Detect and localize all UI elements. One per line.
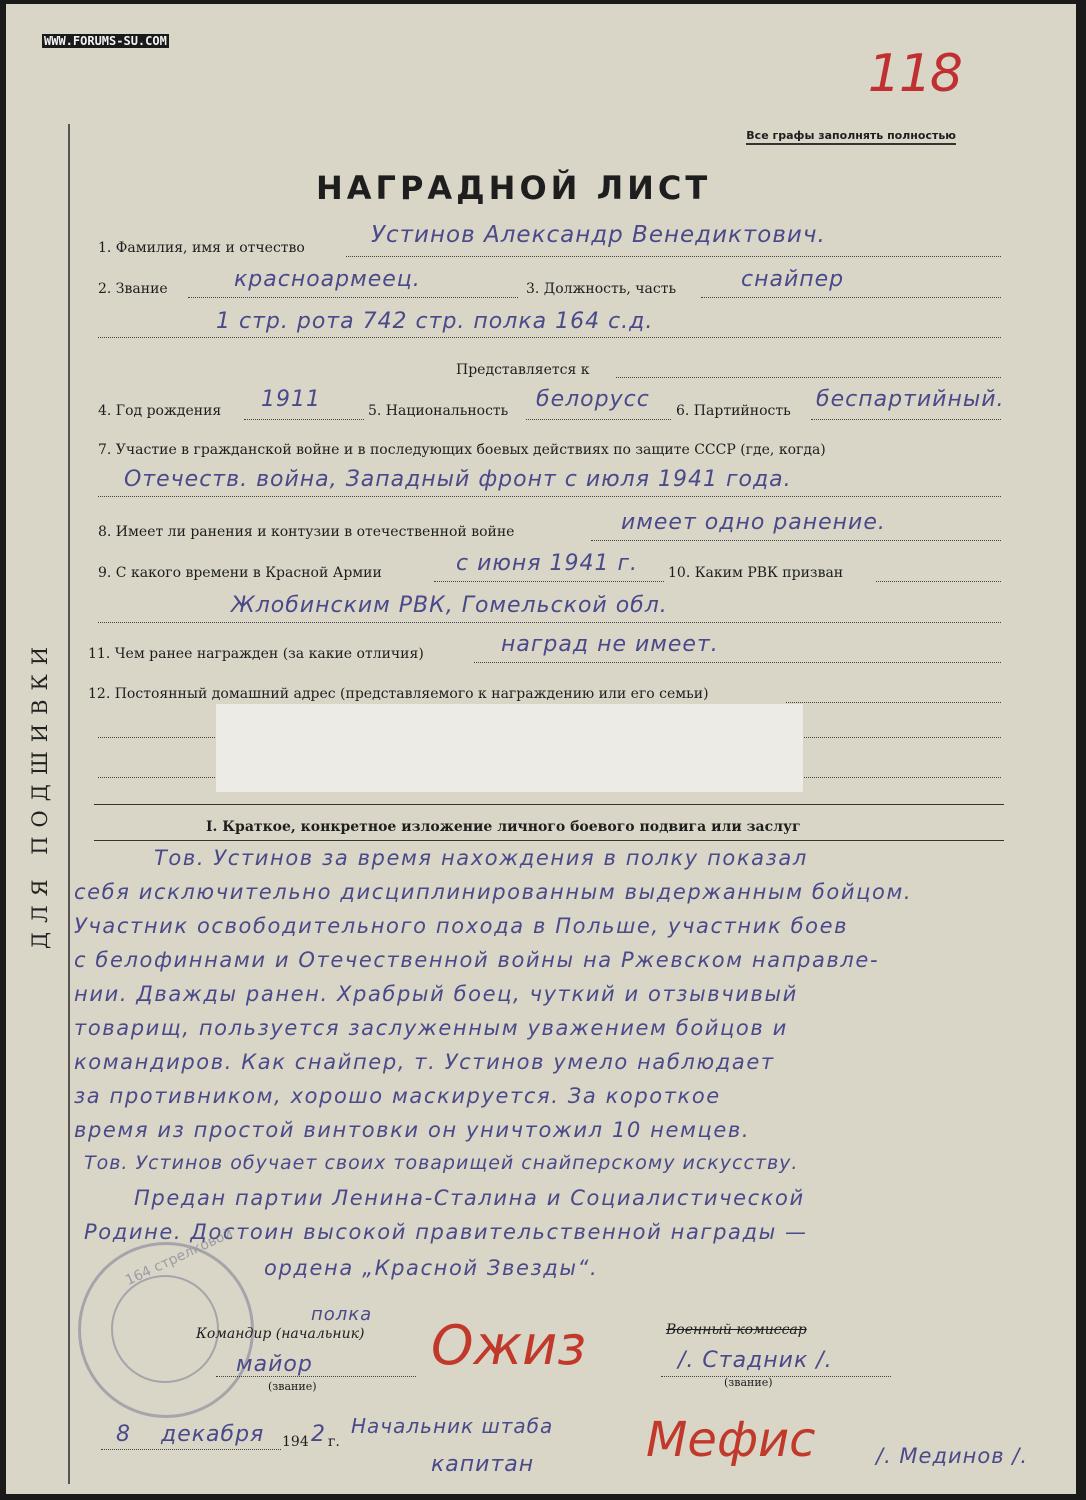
field-12-line (786, 702, 1001, 703)
field-2-value: красноармеец. (234, 267, 421, 292)
date-line (101, 1449, 281, 1450)
field-3-value: снайпер (741, 267, 845, 292)
chief-title: Начальник штаба (351, 1414, 554, 1438)
field-12-label: 12. Постоянный домашний адрес (представляемого к награждению или его семьи) (88, 686, 709, 702)
narrative-line: Родине. Достоин высокой правительственной награды — (84, 1220, 808, 1244)
narrative-line: нии. Дважды ранен. Храбрый боец, чуткий и отзывчивый (74, 982, 798, 1006)
binding-margin-line (68, 124, 70, 1484)
field-6-line (811, 419, 1001, 420)
field-2-line (188, 297, 518, 298)
field-8-value: имеет одно ранение. (621, 510, 886, 535)
field-1-label: 1. Фамилия, имя и отчество (98, 240, 305, 256)
field-11-label: 11. Чем ранее награжден (за какие отличия) (88, 646, 424, 662)
narrative-line: себя исключительно дисциплинированным выдержанным бойцом. (74, 880, 913, 904)
narrative-line: время из простой винтовки он уничтожил 10 немцев. (74, 1118, 751, 1142)
commissar-label: Военный комиссар (666, 1322, 807, 1338)
section-top-rule (94, 804, 1004, 805)
field-7-label: 7. Участие в гражданской войне и в последующих боевых действиях по защите СССР (где, когда) (98, 442, 826, 458)
fill-instruction: Все графы заполнять полностью (746, 129, 956, 145)
date-g: г. (328, 1434, 340, 1450)
narrative-line: товарищ, пользуется заслуженным уважением бойцов и (74, 1016, 788, 1040)
watermark-text: WWW.FORUMS-SU.COM (44, 34, 167, 48)
commander-rank: майор (236, 1352, 313, 1377)
field-4-label: 4. Год рождения (98, 403, 222, 419)
field-3-line-2 (98, 337, 1001, 338)
stamp-text: 164 стрелковой (123, 1225, 236, 1289)
narrative-line: за противником, хорошо маскируется. За короткое (74, 1084, 721, 1108)
chief-name: /. Мединов /. (876, 1444, 1029, 1468)
field-8-line (591, 540, 1001, 541)
field-6-label: 6. Партийность (676, 403, 791, 419)
chief-rank: капитан (431, 1452, 535, 1477)
narrative-line: Участник освободительного похода в Польше, участник боев (74, 914, 849, 938)
archive-number: 118 (867, 44, 961, 104)
narrative-line: Предан партии Ленина-Сталина и Социалистической (134, 1186, 805, 1210)
commissar-name: /. Стадник /. (678, 1348, 833, 1373)
date-year-suffix: 2 (311, 1422, 326, 1447)
rank-line-left (216, 1376, 416, 1377)
field-10-line-2 (98, 622, 1001, 623)
field-6-value: беспартийный. (816, 387, 1005, 412)
field-7-value: Отечеств. война, Западный фронт с июля 1941 года. (124, 467, 792, 492)
field-10-line (876, 581, 1001, 582)
section-title: I. Краткое, конкретное изложение личного боевого подвига или заслуг (206, 819, 801, 835)
rank-line-right (661, 1376, 891, 1377)
date-day: 8 (116, 1422, 131, 1447)
section-title-rule (94, 840, 1004, 841)
field-4-line (244, 419, 364, 420)
presented-label: Представляется к (456, 362, 590, 378)
presented-line (616, 377, 1001, 378)
commander-signature: Ожиз (431, 1314, 586, 1377)
narrative-line: командиров. Как снайпер, т. Устинов умело наблюдает (74, 1050, 775, 1074)
rank-caption-right: (звание) (724, 1376, 773, 1389)
date-month: декабря (161, 1422, 265, 1447)
narrative-line: Тов. Устинов за время нахождения в полку показал (154, 846, 808, 870)
field-5-label: 5. Национальность (368, 403, 509, 419)
chief-signature: Мефис (646, 1412, 816, 1468)
binding-side-label: ДЛЯ ПОДШИВКИ (28, 637, 52, 949)
field-8-label: 8. Имеет ли ранения и контузии в отечественной войне (98, 524, 515, 540)
field-5-value: белорусс (536, 387, 650, 412)
redacted-address (216, 704, 803, 792)
narrative-line: с белофиннами и Отечественной войны на Ржевском направле- (74, 948, 880, 972)
field-10-label: 10. Каким РВК призван (668, 565, 844, 581)
field-3-line (701, 297, 1001, 298)
regiment-word: полка (311, 1304, 373, 1325)
field-3-value-2: 1 стр. рота 742 стр. полка 164 с.д. (216, 309, 654, 334)
field-9-label: 9. С какого времени в Красной Армии (98, 565, 382, 581)
field-1-value: Устинов Александр Венедиктович. (371, 222, 826, 248)
rank-caption-left: (звание) (268, 1380, 317, 1393)
date-year-prefix: 194 (282, 1434, 309, 1450)
field-10-value: Жлобинским РВК, Гомельской обл. (231, 593, 668, 618)
field-11-line (474, 662, 1001, 663)
field-4-value: 1911 (261, 387, 321, 412)
field-7-line (98, 496, 1001, 497)
field-11-value: наград не имеет. (501, 632, 719, 657)
narrative-line: Тов. Устинов обучает своих товарищей снайперскому искусству. (84, 1152, 799, 1174)
field-9-line (434, 581, 664, 582)
field-5-line (526, 419, 671, 420)
field-3-label: 3. Должность, часть (526, 281, 677, 297)
field-9-value: с июня 1941 г. (456, 551, 639, 576)
award-sheet (6, 4, 1076, 1494)
field-1-line (346, 256, 1001, 257)
commander-label: Командир (начальник) (196, 1326, 365, 1342)
field-2-label: 2. Звание (98, 281, 168, 297)
narrative-line: ордена „Красной Звезды“. (264, 1256, 599, 1280)
page-title: НАГРАДНОЙ ЛИСТ (316, 169, 712, 207)
